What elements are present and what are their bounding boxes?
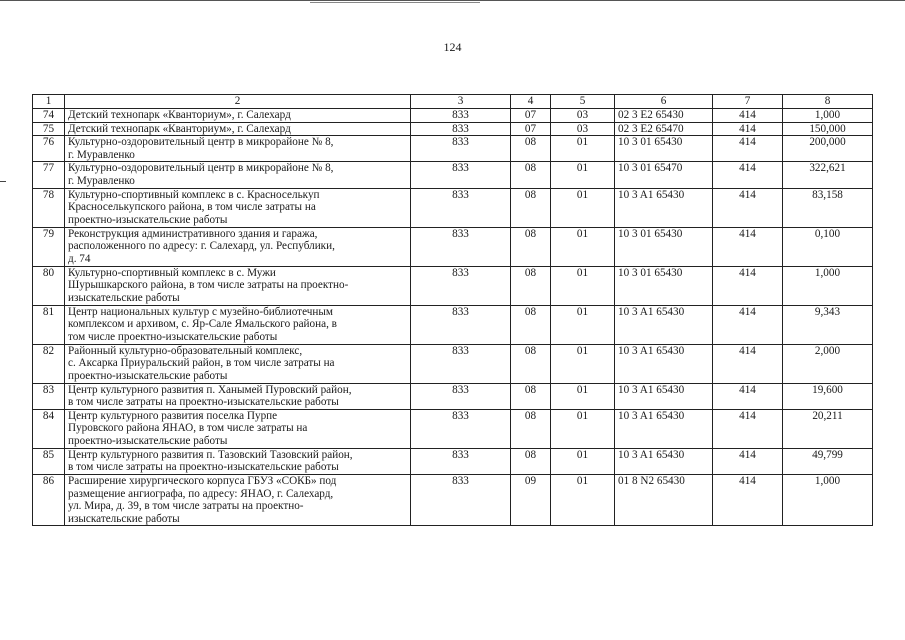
table-row [33, 188, 873, 227]
cell-code-4: 07 [511, 109, 551, 123]
cell-amount: 1,000 [783, 109, 873, 123]
row-number: 84 [33, 409, 65, 448]
cell-code-3: 833 [411, 227, 511, 266]
cell-code-4: 08 [511, 305, 551, 344]
row-number: 85 [33, 448, 65, 474]
cell-code-7: 414 [713, 305, 783, 344]
cell-code-4: 08 [511, 383, 551, 409]
table-row [33, 383, 873, 409]
cell-code-5: 01 [551, 474, 615, 525]
table-row [33, 344, 873, 383]
row-number: 74 [33, 109, 65, 123]
cell-code-3: 833 [411, 344, 511, 383]
top-border-line [0, 0, 905, 1]
cell-target-code: 10 3 A1 65430 [615, 409, 713, 448]
page-number: 124 [443, 40, 462, 54]
cell-code-3: 833 [411, 266, 511, 305]
table-row [33, 305, 873, 344]
cell-amount: 19,600 [783, 383, 873, 409]
cell-target-code: 01 8 N2 65430 [615, 474, 713, 525]
cell-target-code: 10 3 01 65430 [615, 136, 713, 162]
cell-target-code: 10 3 01 65430 [615, 266, 713, 305]
item-name: Центр культурного развития поселка Пурпе Пуровского района ЯНАО, в том числе затраты на проектно-изыскательские работы [65, 409, 411, 448]
cell-code-4: 08 [511, 136, 551, 162]
table-header-row [33, 95, 873, 109]
cell-code-5: 01 [551, 344, 615, 383]
row-number: 79 [33, 227, 65, 266]
cell-code-5: 01 [551, 448, 615, 474]
item-name: Центр культурного развития п. Ханымей Пуровский район, в том числе затраты на проектно-изыскательские работы [65, 383, 411, 409]
item-name: Расширение хирургического корпуса ГБУЗ «СОКБ» под размещение ангиографа, по адресу: ЯНАО, г. Салехард, ул. Мира, д. 39, в том числе затраты на проектно- изыскательские работы [65, 474, 411, 525]
cell-code-3: 833 [411, 109, 511, 123]
cell-code-5: 01 [551, 305, 615, 344]
cell-code-7: 414 [713, 474, 783, 525]
cell-code-7: 414 [713, 122, 783, 136]
row-number: 81 [33, 305, 65, 344]
cell-amount: 150,000 [783, 122, 873, 136]
cell-target-code: 10 3 A1 65430 [615, 344, 713, 383]
row-number: 78 [33, 188, 65, 227]
cell-code-4: 07 [511, 122, 551, 136]
cell-target-code: 10 3 A1 65430 [615, 383, 713, 409]
top-border-line [310, 2, 480, 3]
cell-target-code: 10 3 A1 65430 [615, 448, 713, 474]
item-name: Центр культурного развития п. Тазовский Тазовский район, в том числе затраты на проектно-изыскательские работы [65, 448, 411, 474]
cell-amount: 49,799 [783, 448, 873, 474]
cell-target-code: 10 3 A1 65430 [615, 188, 713, 227]
item-name: Культурно-оздоровительный центр в микрорайоне № 8, г. Муравленко [65, 136, 411, 162]
cell-amount: 20,211 [783, 409, 873, 448]
cell-code-4: 08 [511, 409, 551, 448]
item-name: Районный культурно-образовательный комплекс, с. Аксарка Приуральский район, в том числе затраты на проектно-изыскательские работы [65, 344, 411, 383]
table-row [33, 409, 873, 448]
cell-code-3: 833 [411, 383, 511, 409]
cell-code-7: 414 [713, 266, 783, 305]
cell-code-7: 414 [713, 188, 783, 227]
cell-code-3: 833 [411, 305, 511, 344]
cell-code-4: 08 [511, 448, 551, 474]
cell-amount: 1,000 [783, 474, 873, 525]
row-number: 75 [33, 122, 65, 136]
row-number: 86 [33, 474, 65, 525]
cell-code-5: 01 [551, 266, 615, 305]
column-header: 4 [511, 95, 551, 109]
cell-code-7: 414 [713, 409, 783, 448]
cell-amount: 1,000 [783, 266, 873, 305]
cell-code-3: 833 [411, 448, 511, 474]
margin-mark [0, 181, 6, 182]
cell-code-5: 03 [551, 122, 615, 136]
item-name: Культурно-спортивный комплекс в с. Красноселькуп Красноселькупского района, в том числе затраты на проектно-изыскательские работы [65, 188, 411, 227]
budget-table [32, 94, 873, 526]
cell-code-5: 01 [551, 188, 615, 227]
table-row [33, 122, 873, 136]
item-name: Реконструкция административного здания и гаража, расположенного по адресу: г. Салехард, ул. Республики, д. 74 [65, 227, 411, 266]
item-name: Культурно-спортивный комплекс в с. Мужи Шурышкарского района, в том числе затраты на проектно- изыскательские работы [65, 266, 411, 305]
cell-code-3: 833 [411, 122, 511, 136]
cell-code-3: 833 [411, 162, 511, 188]
cell-code-7: 414 [713, 383, 783, 409]
cell-code-5: 01 [551, 227, 615, 266]
row-number: 77 [33, 162, 65, 188]
cell-code-4: 09 [511, 474, 551, 525]
row-number: 76 [33, 136, 65, 162]
cell-code-5: 01 [551, 383, 615, 409]
table-row [33, 474, 873, 525]
cell-target-code: 10 3 A1 65430 [615, 305, 713, 344]
item-name: Культурно-оздоровительный центр в микрорайоне № 8, г. Муравленко [65, 162, 411, 188]
cell-code-3: 833 [411, 188, 511, 227]
cell-code-4: 08 [511, 344, 551, 383]
table-row [33, 266, 873, 305]
cell-code-4: 08 [511, 162, 551, 188]
cell-code-3: 833 [411, 474, 511, 525]
cell-amount: 9,343 [783, 305, 873, 344]
item-name: Детский технопарк «Кванториум», г. Салехард [65, 122, 411, 136]
cell-code-7: 414 [713, 448, 783, 474]
cell-code-5: 01 [551, 136, 615, 162]
cell-code-5: 01 [551, 409, 615, 448]
cell-amount: 83,158 [783, 188, 873, 227]
cell-code-7: 414 [713, 162, 783, 188]
column-header: 5 [551, 95, 615, 109]
cell-target-code: 10 3 01 65470 [615, 162, 713, 188]
table-row [33, 162, 873, 188]
cell-target-code: 02 3 E2 65470 [615, 122, 713, 136]
cell-amount: 2,000 [783, 344, 873, 383]
table-row [33, 448, 873, 474]
column-header: 3 [411, 95, 511, 109]
cell-target-code: 10 3 01 65430 [615, 227, 713, 266]
cell-code-4: 08 [511, 188, 551, 227]
cell-target-code: 02 3 E2 65430 [615, 109, 713, 123]
cell-code-5: 03 [551, 109, 615, 123]
column-header: 1 [33, 95, 65, 109]
cell-code-4: 08 [511, 266, 551, 305]
cell-code-5: 01 [551, 162, 615, 188]
cell-amount: 0,100 [783, 227, 873, 266]
cell-code-4: 08 [511, 227, 551, 266]
item-name: Детский технопарк «Кванториум», г. Салехард [65, 109, 411, 123]
cell-code-7: 414 [713, 136, 783, 162]
cell-code-7: 414 [713, 227, 783, 266]
table-row [33, 227, 873, 266]
row-number: 82 [33, 344, 65, 383]
cell-code-7: 414 [713, 344, 783, 383]
column-header: 8 [783, 95, 873, 109]
column-header: 7 [713, 95, 783, 109]
column-header: 6 [615, 95, 713, 109]
cell-code-7: 414 [713, 109, 783, 123]
table-row [33, 109, 873, 123]
cell-amount: 200,000 [783, 136, 873, 162]
cell-amount: 322,621 [783, 162, 873, 188]
cell-code-3: 833 [411, 409, 511, 448]
item-name: Центр национальных культур с музейно-библиотечным комплексом и архивом, с. Яр-Сале Ямальского района, в том числе проектно-изыскательские работы [65, 305, 411, 344]
column-header: 2 [65, 95, 411, 109]
row-number: 83 [33, 383, 65, 409]
row-number: 80 [33, 266, 65, 305]
cell-code-3: 833 [411, 136, 511, 162]
table-row [33, 136, 873, 162]
